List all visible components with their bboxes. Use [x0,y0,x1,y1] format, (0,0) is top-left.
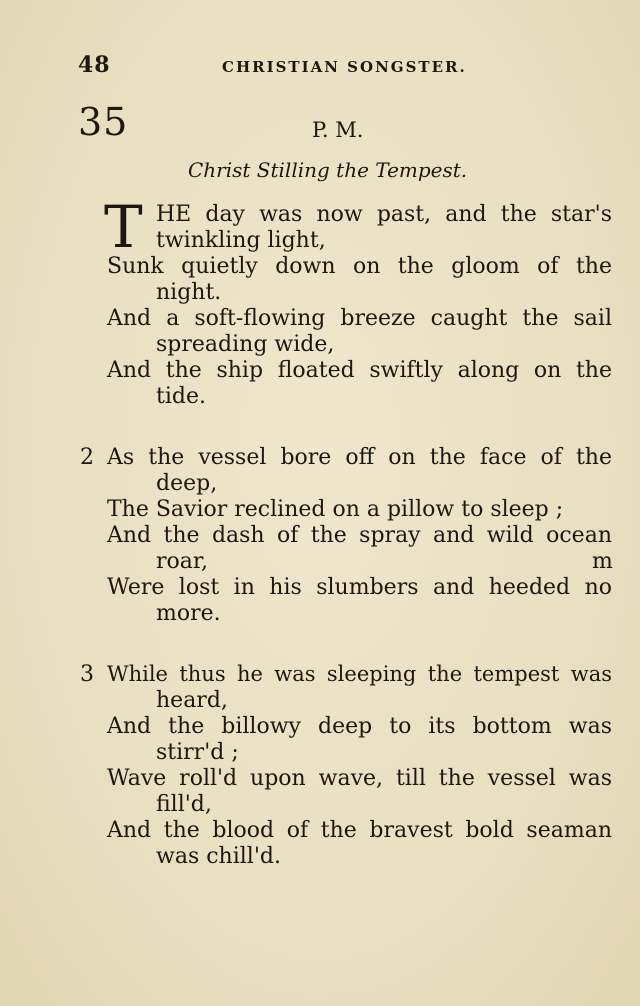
verse-line: spreading wide, [156,332,335,357]
verse-line: And the ship floated swiftly along on the [107,358,612,383]
hymn-number: 35 [78,100,129,144]
verse-line: The Savior reclined on a pillow to sleep ; [107,497,564,522]
verse-line: And a soft-flowing breeze caught the sail [107,306,612,331]
hymn-meter: P. M. [312,118,364,142]
verse-line: fill'd, [156,792,212,817]
verse-line: Were lost in his slumbers and heeded no [107,575,612,600]
verse-line: tide. [156,384,206,409]
verse-line: HE day was now past, and the star's [156,202,612,227]
verse-line: night. [156,280,222,305]
running-head: CHRISTIAN SONGSTER. [222,58,467,76]
verse-line: As the vessel bore off on the face of the [107,445,612,470]
verse-line: roar, [156,549,208,574]
hymn-title: Christ Stilling the Tempest. [188,158,468,182]
verse-line: And the dash of the spray and wild ocean [107,523,612,548]
stanza-number: 3 [80,662,94,687]
verse-line: twinkling light, [156,228,326,253]
verse-line: heard, [156,688,228,713]
verse-line: Wave roll'd upon wave, till the vessel was [107,766,612,791]
drop-cap: T [104,193,143,261]
verse-line: While thus he was sleeping the tempest was [107,662,612,686]
verse-line: And the blood of the bravest bold seaman [107,818,612,843]
stanza-number: 2 [80,445,94,470]
verse-line: deep, [156,471,218,496]
page-number: 48 [78,52,111,78]
verse-line: more. [156,601,221,626]
verse-line: was chill'd. [156,844,281,869]
verse-line: Sunk quietly down on the gloom of the [107,254,612,279]
verse-line: And the billowy deep to its bottom was [107,714,612,739]
stray-mark: m [592,549,613,574]
verse-line: stirr'd ; [156,740,239,765]
